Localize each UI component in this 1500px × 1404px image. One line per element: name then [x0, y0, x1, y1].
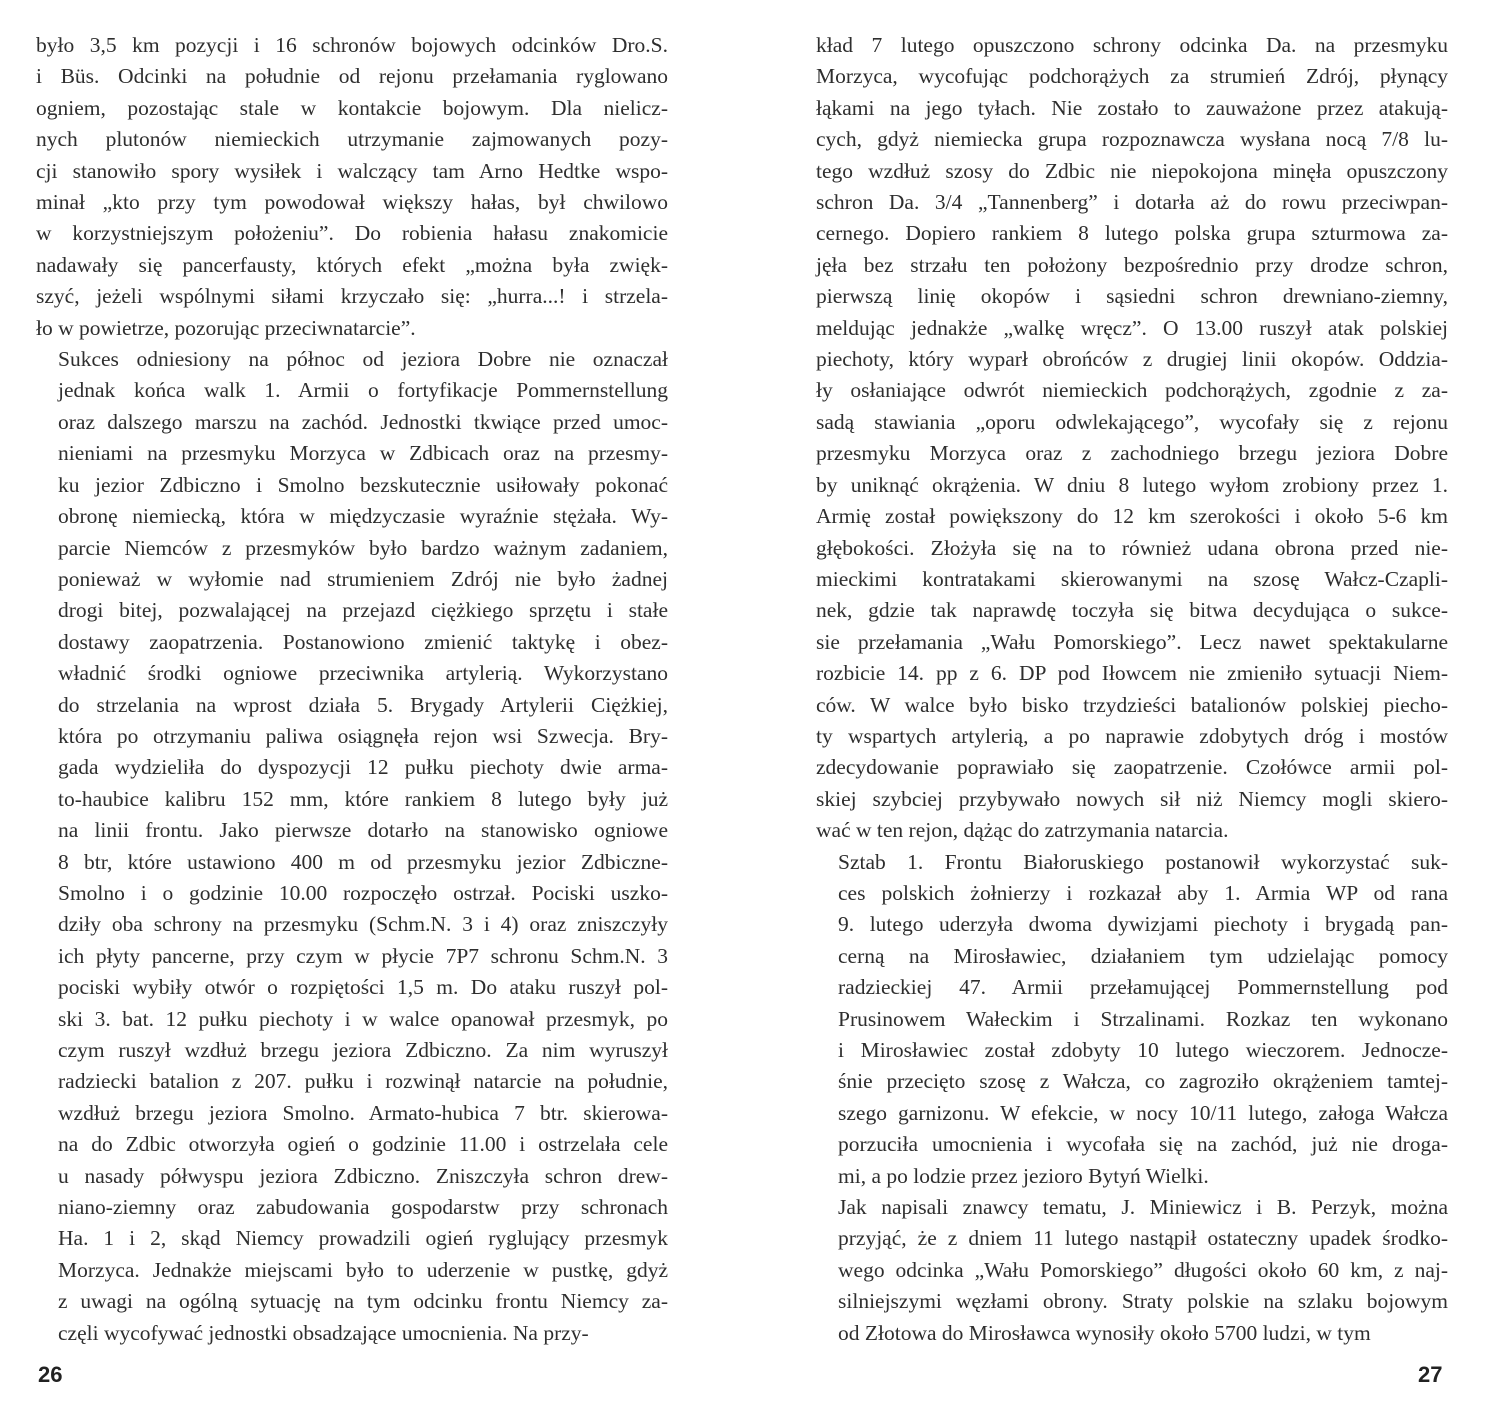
text-line: szyć, jeżeli wspólnymi siłami krzyczało się: „hurra...! i strzela- [36, 284, 668, 309]
text-line: jednak końca walk 1. Armii o fortyfikacje Pommernstellung [58, 378, 668, 403]
text-line: cernego. Dopiero rankiem 8 lutego polska grupa szturmowa za- [816, 221, 1448, 246]
text-line: mi, a po lodzie przez jezioro Bytyń Wielki. [838, 1163, 1209, 1188]
text-line: szego garnizonu. W efekcie, w nocy 10/11 lutego, załoga Wałcza [838, 1100, 1448, 1125]
text-line: silniejszymi węzłami obrony. Straty polskie na szlaku bojowym [838, 1289, 1448, 1314]
paragraph [816, 847, 1448, 1192]
text-line: i Mirosławiec został zdobyty 10 lutego wieczorem. Jednocze- [838, 1038, 1448, 1062]
text-line: wego odcinka „Wału Pomorskiego” długości około 60 km, z naj- [838, 1257, 1448, 1282]
text-line: parcie Niemców z przesmyków było bardzo ważnym zadaniem, [58, 535, 668, 560]
text-line: przyjąć, że z dniem 11 lutego nastąpił ostateczny upadek środko- [838, 1226, 1448, 1251]
paragraph [36, 344, 668, 1349]
text-line: porzuciła umocnienia i wycofała się na zachód, już nie droga- [838, 1132, 1448, 1157]
paragraph [816, 1192, 1448, 1349]
text-line: łąkami na jego tyłach. Nie zostało to zauważone przez atakują- [816, 95, 1448, 120]
text-line: obronę niemiecką, która w międzyczasie wyraźnie stężała. Wy- [58, 504, 668, 529]
text-line: 9. lutego uderzyła dwoma dywizjami piechoty i brygadą pan- [838, 912, 1448, 937]
text-line: u nasady półwyspu jeziora Zdbiczno. Zniszczyła schron drew- [58, 1163, 668, 1188]
text-line: niano-ziemny oraz zabudowania gospodarstw przy schronach [58, 1195, 668, 1220]
text-line: wzdłuż brzegu jeziora Smolno. Armato-hubica 7 btr. skierowa- [58, 1100, 668, 1125]
text-line: gada wydzieliła do dyspozycji 12 pułku piechoty dwie arma- [58, 755, 668, 780]
text-line: Morzyca. Jednakże miejscami było to uderzenie w pustkę, gdyż [58, 1257, 668, 1282]
text-line: władnić środki ogniowe przeciwnika artylerią. Wykorzystano [58, 661, 668, 686]
text-line: w korzystniejszym położeniu”. Do robienia hałasu znakomicie [36, 221, 668, 246]
text-line: ich płyty pancerne, przy czym w płycie 7P7 schronu Schm.N. 3 [58, 943, 668, 968]
text-line: dziły oba schrony na przesmyku (Schm.N. 3 i 4) oraz zniszczyły [58, 912, 668, 937]
text-line: Sukces odniesiony na północ od jeziora Dobre nie oznaczał [58, 347, 668, 372]
text-line: nadawały się pancerfausty, których efekt „można była zwięk- [36, 252, 668, 277]
text-line: Sztab 1. Frontu Białoruskiego postanowił wykorzystać suk- [838, 849, 1448, 874]
text-line: by uniknąć okrążenia. W dniu 8 lutego wyłom zrobiony przez 1. [816, 472, 1448, 497]
text-line: do strzelania na wprost działa 5. Brygady Artylerii Ciężkiej, [58, 692, 668, 717]
right-page [816, 30, 1448, 1349]
text-line: drogi bitej, pozwalającej na przejazd ciężkiego sprzętu i stałe [58, 598, 668, 623]
paragraph [816, 30, 1448, 847]
text-line: sie przełamania „Wału Pomorskiego”. Lecz nawet spektakularne [816, 629, 1448, 654]
text-line: 8 btr, które ustawiono 400 m od przesmyku jezior Zdbiczne- [58, 849, 668, 874]
paragraph [36, 30, 668, 344]
text-line: tego wzdłuż szosy do Zdbic nie niepokojona minęła opuszczony [816, 158, 1448, 183]
text-line: Ha. 1 i 2, skąd Niemcy prowadzili ogień ryglujący przesmyk [58, 1226, 668, 1251]
text-line: z uwagi na ogólną sytuację na tym odcinku frontu Niemcy za- [58, 1289, 668, 1314]
text-line: Smolno i o godzinie 10.00 rozpoczęło ostrzał. Pociski uszko- [58, 880, 668, 905]
text-line: ski 3. bat. 12 pułku piechoty i w walce opanował przesmyk, po [58, 1006, 668, 1031]
text-line: zdecydowanie poprawiało się zaopatrzenie. Czołówce armii pol- [816, 755, 1448, 780]
text-line: nieniami na przesmyku Morzyca w Zdbicach oraz na przesmy- [58, 441, 668, 466]
text-line: pierwszą linię okopów i sąsiedni schron drewniano-ziemny, [816, 284, 1448, 309]
text-line: ces polskich żołnierzy i rozkazał aby 1. Armia WP od rana [838, 880, 1448, 905]
text-line: skiej szybciej przybywało nowych sił niż Niemcy mogli skiero- [816, 786, 1448, 811]
text-line: Armię został powiększony do 12 km szerokości i około 5-6 km [816, 504, 1448, 529]
text-line: rozbicie 14. pp z 6. DP pod Iłowcem nie zmieniło sytuacji Niem- [816, 661, 1448, 686]
text-line: ty wspartych artylerią, a po naprawie zdobytych dróg i mostów [816, 723, 1448, 748]
text-line: nych plutonów niemieckich utrzymanie zajmowanych pozy- [36, 127, 668, 152]
text-line: było 3,5 km pozycji i 16 schronów bojowych odcinków Dro.S. [36, 33, 668, 57]
text-line: która po otrzymaniu paliwa osiągnęła rejon wsi Szwecja. Bry- [58, 723, 668, 748]
page-number-right: 27 [1418, 1362, 1443, 1387]
text-line: nek, gdzie tak naprawdę toczyła się bitwa decydująca o sukce- [816, 598, 1448, 623]
text-line: przesmyku Morzyca oraz z zachodniego brzegu jeziora Dobre [816, 441, 1448, 466]
text-line: piechoty, który wyparł obrońców z drugiej linii okopów. Oddzia- [816, 347, 1448, 372]
text-line: jęła bez strzału ten położony bezpośrednio przy drodze schron, [816, 252, 1448, 277]
text-line: śnie przecięto szosę z Wałcza, co zagroziło okrążeniem tamtej- [838, 1069, 1448, 1094]
text-line: czym ruszył wzdłuż brzegu jeziora Zdbiczno. Za nim wyruszył [58, 1038, 668, 1062]
text-line: ponieważ w wyłomie nad strumieniem Zdrój nie było żadnej [58, 566, 668, 591]
text-line: ły osłaniające odwrót niemieckich podchorążych, zgodnie z za- [816, 378, 1448, 403]
text-line: Jak napisali znawcy tematu, J. Miniewicz i B. Perzyk, można [838, 1195, 1448, 1220]
text-line: cerną na Mirosławiec, działaniem tym udzielając pomocy [838, 943, 1448, 968]
text-line: minał „kto przy tym powodował większy hałas, był chwilowo [36, 190, 668, 215]
text-line: ku jezior Zdbiczno i Smolno bezskutecznie usiłowały pokonać [58, 472, 668, 497]
text-line: Morzyca, wycofując podchorążych za strumień Zdrój, płynący [816, 64, 1448, 89]
text-line: schron Da. 3/4 „Tannenberg” i dotarła aż do rowu przeciwpan- [816, 190, 1448, 215]
text-line: ogniem, pozostając stale w kontakcie bojowym. Dla nielicz- [36, 95, 668, 120]
text-line: meldując jednakże „walkę wręcz”. O 13.00 ruszył atak polskiej [816, 315, 1448, 340]
text-line: na do Zdbic otworzyła ogień o godzinie 11.00 i ostrzelała cele [58, 1132, 668, 1157]
text-line: to-haubice kalibru 152 mm, które rankiem 8 lutego były już [58, 786, 668, 811]
text-line: pociski wybiły otwór o rozpiętości 1,5 m. Do ataku ruszył pol- [58, 975, 668, 1000]
text-line: ców. W walce było bisko trzydzieści batalionów polskiej piecho- [816, 692, 1448, 717]
text-line: wać w ten rejon, dążąc do zatrzymania natarcia. [816, 818, 1229, 843]
text-line: radziecki batalion z 207. pułku i rozwinął natarcie na południe, [58, 1069, 668, 1094]
text-line: głębokości. Złożyła się na to również udana obrona przed nie- [816, 535, 1448, 560]
text-line: i Büs. Odcinki na południe od rejonu przełamania ryglowano [36, 64, 668, 89]
text-line: ło w powietrze, pozorując przeciwnatarcie”. [36, 315, 416, 340]
text-line: częli wycofywać jednostki obsadzające umocnienia. Na przy- [58, 1320, 589, 1345]
text-line: radzieckiej 47. Armii przełamującej Pommernstellung pod [838, 975, 1448, 1000]
text-line: cji stanowiło spory wysiłek i walczący tam Arno Hedtke wspo- [36, 158, 668, 183]
text-line: cych, gdyż niemiecka grupa rozpoznawcza wysłana nocą 7/8 lu- [816, 127, 1448, 152]
text-line: oraz dalszego marszu na zachód. Jednostki tkwiące przed umoc- [58, 409, 668, 434]
text-line: mieckimi kontratakami skierowanymi na szosę Wałcz-Czapli- [816, 566, 1448, 591]
text-line: Prusinowem Wałeckim i Strzalinami. Rozkaz ten wykonano [838, 1006, 1448, 1031]
text-line: na linii frontu. Jako pierwsze dotarło na stanowisko ogniowe [58, 818, 668, 843]
text-line: od Złotowa do Mirosławca wynosiły około 5700 ludzi, w tym [838, 1320, 1371, 1345]
page-number-left: 26 [38, 1362, 63, 1387]
text-line: kład 7 lutego opuszczono schrony odcinka Da. na przesmyku [816, 33, 1448, 57]
text-line: sadą stawiania „oporu odwlekającego”, wycofały się z rejonu [816, 409, 1448, 434]
left-page [36, 30, 668, 1349]
text-line: dostawy zaopatrzenia. Postanowiono zmienić taktykę i obez- [58, 629, 668, 654]
